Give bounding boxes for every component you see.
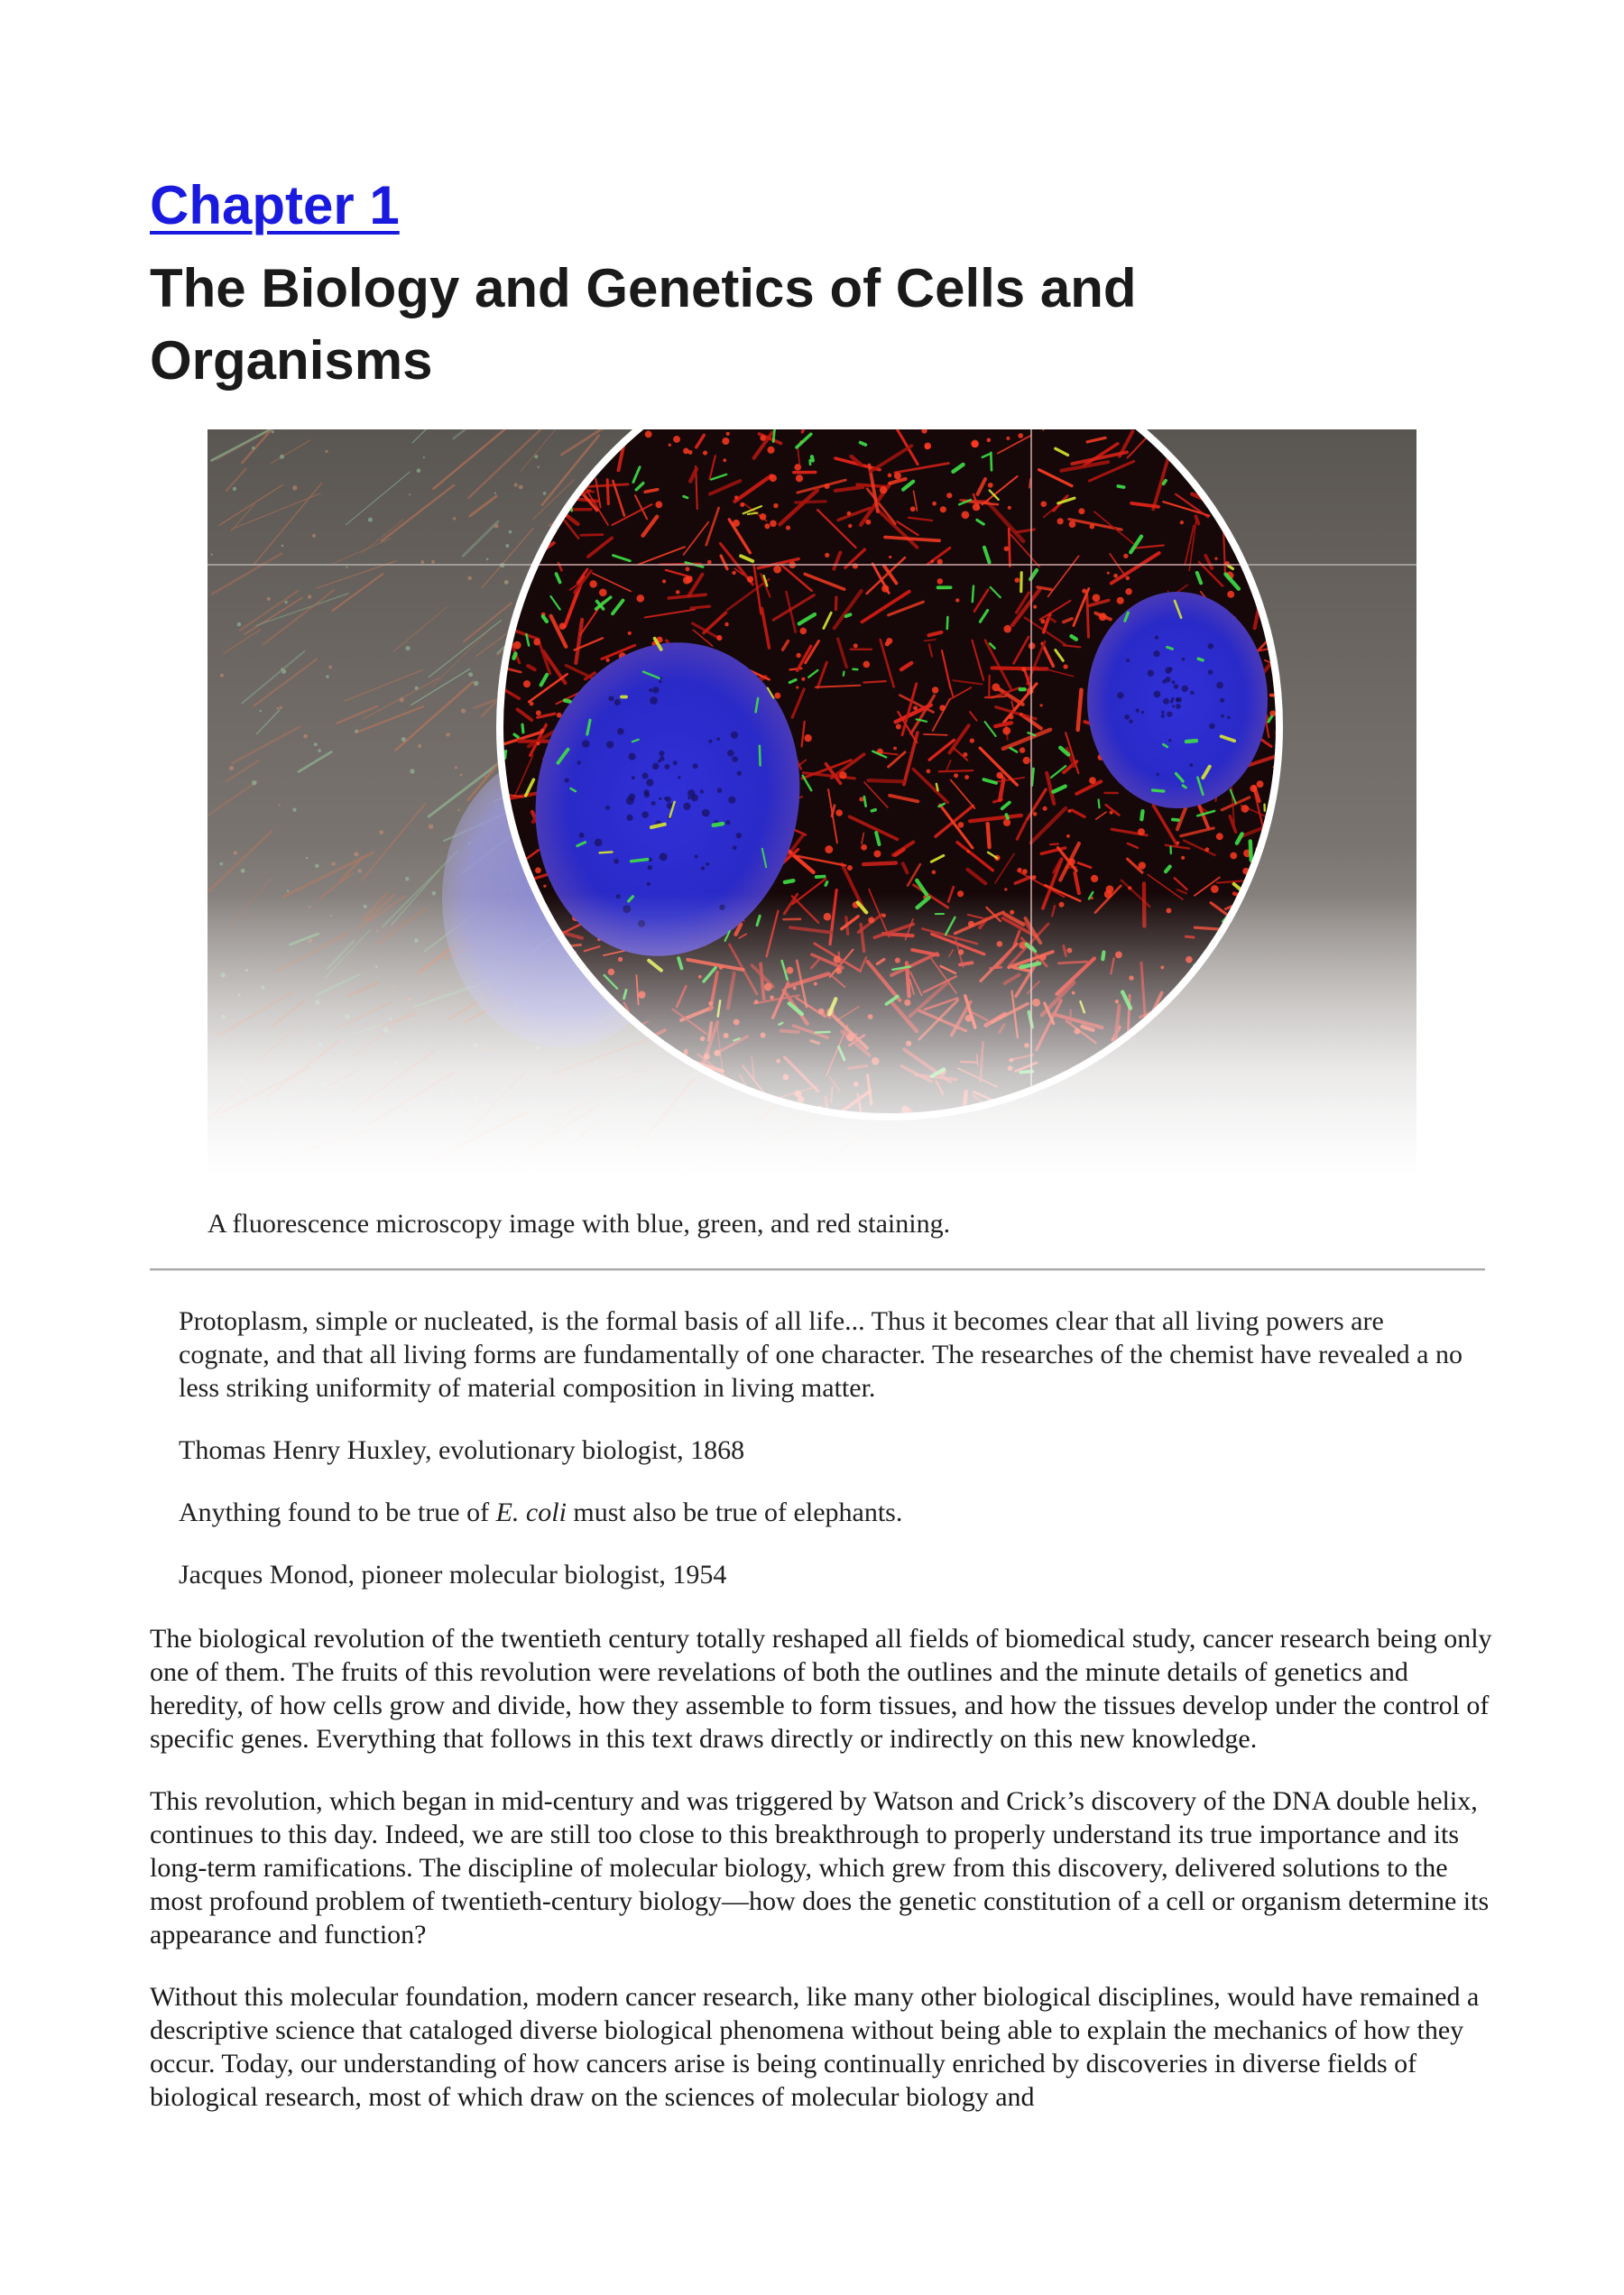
chapter-link[interactable]: Chapter 1	[150, 175, 400, 235]
epigraph-quote: Anything found to be true of E. coli must also be true of elephants.	[179, 1498, 903, 1527]
microscopy-image	[208, 429, 1416, 1178]
epigraph-block	[179, 1304, 1478, 1620]
epigraph-attribution: Thomas Henry Huxley, evolutionary biologist, 1868	[179, 1435, 745, 1465]
epigraph-attribution: Jacques Monod, pioneer molecular biologist, 1954	[179, 1560, 727, 1590]
italic-species-name: E. coli	[495, 1498, 567, 1527]
epigraph-quote: Protoplasm, simple or nucleated, is the formal basis of all life... Thus it becomes clear that all living powers are cognate, and that all living forms are fundamentally of one character. The researches of the chemist have revealed a no less striking uniformity of material composition in living matter.	[179, 1306, 1463, 1403]
body-paragraph: This revolution, which began in mid-century and was triggered by Watson and Crick’s discovery of the DNA double helix, continues to this day. Indeed, we are still too close to this breakthrough to properly understand its true importance and its long-term ramifications. The discipline of molecular biology, which grew from this discovery, delivered solutions to the most profound problem of twentieth-century biology—how does the genetic constitution of a cell or organism determine its appearance and function?	[150, 1786, 1490, 1949]
section-divider	[150, 1268, 1485, 1271]
figure-caption: A fluorescence microscopy image with blue, green, and red staining.	[208, 1209, 951, 1239]
body-paragraph: Without this molecular foundation, modern cancer research, like many other biological disciplines, would have remained a descriptive science that cataloged diverse biological phenomena without being able to explain the mechanics of how they occur. Today, our understanding of how cancers arise is being continually enriched by discoveries in diverse fields of biological research, most of which draw on the sciences of molecular biology and	[150, 1982, 1480, 2112]
fluorescence-microscopy-figure	[208, 429, 1416, 1178]
body-paragraph: The biological revolution of the twentieth century totally reshaped all fields of biomedical study, cancer research being only one of them. The fruits of this revolution were revelations of both the outlines and the minute details of genetics and heredity, of how cells grow and divide, how they assemble to form tissues, and how the tissues develop under the control of specific genes. Everything that follows in this text draws directly or indirectly on this new knowledge.	[150, 1624, 1492, 1754]
chapter-body	[150, 1622, 1494, 2143]
chapter-title: The Biology and Genetics of Cells and Organisms	[150, 258, 1137, 391]
